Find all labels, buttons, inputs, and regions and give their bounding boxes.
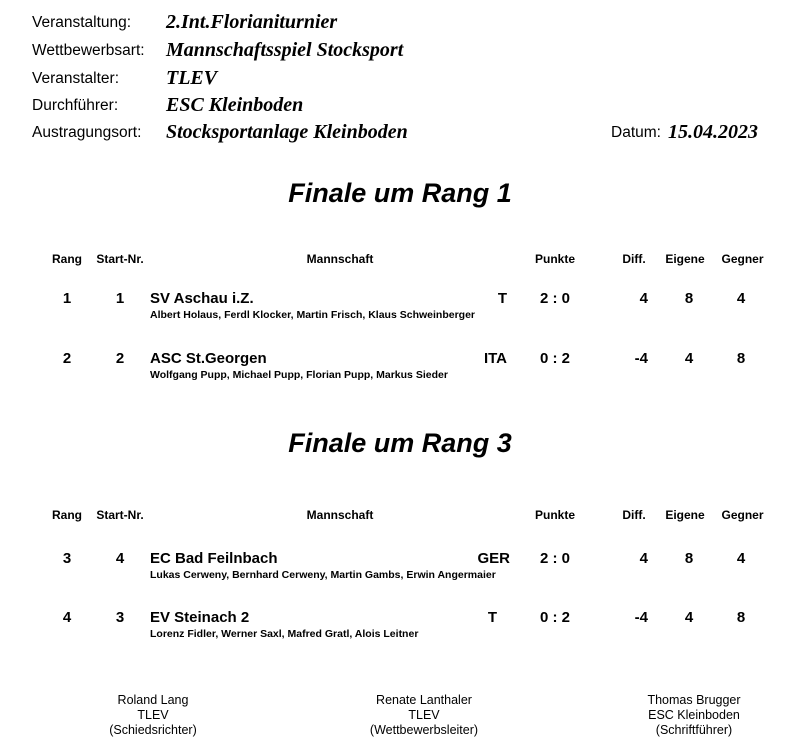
section-title: Finale um Rang 3 — [288, 428, 512, 458]
gegner-cell: 4 — [736, 290, 746, 307]
col-gegner-header: Gegner — [721, 252, 764, 266]
col-rang-header: Rang — [52, 508, 82, 522]
nation-code: ITA — [483, 350, 507, 367]
signature-org: ESC Kleinboden — [648, 708, 740, 722]
col-start-header: Start-Nr. — [96, 508, 144, 522]
organizer-label: Veranstalter: — [32, 70, 120, 87]
venue-label: Austragungsort: — [32, 124, 142, 141]
col-team-header: Mannschaft — [306, 508, 374, 522]
col-team-header: Mannschaft — [306, 252, 374, 266]
team-name: SV Aschau i.Z. — [150, 290, 254, 307]
eigene-cell: 8 — [684, 290, 694, 307]
eigene-cell: 8 — [684, 550, 694, 567]
signature-role: (Schriftführer) — [655, 723, 733, 737]
signature-name: Renate Lanthaler — [376, 693, 472, 707]
players-list: Wolfgang Pupp, Michael Pupp, Florian Pupp, Markus Sieder — [150, 369, 448, 381]
event-value: 2.Int.Florianiturnier — [166, 11, 338, 33]
gegner-cell: 8 — [736, 609, 746, 626]
diff-cell: 4 — [639, 290, 648, 307]
signature-name: Thomas Brugger — [647, 693, 741, 707]
team-name: EC Bad Feilnbach — [150, 550, 278, 567]
rang-cell: 1 — [62, 290, 72, 307]
col-eigene-header: Eigene — [665, 252, 705, 266]
col-punkte-header: Punkte — [534, 252, 575, 266]
punkte-cell: 0 : 2 — [539, 609, 570, 626]
signature-role: (Wettbewerbsleiter) — [369, 723, 479, 737]
signature-role: (Schiedsrichter) — [109, 723, 197, 737]
competition-type-label: Wettbewerbsart: — [32, 42, 145, 59]
date-value: 15.04.2023 — [668, 121, 758, 143]
signature-name: Roland Lang — [117, 693, 189, 707]
eigene-cell: 4 — [684, 609, 694, 626]
rang-cell: 4 — [62, 609, 72, 626]
diff-cell: -4 — [634, 350, 648, 367]
col-diff-header: Diff. — [622, 508, 646, 522]
col-diff-header: Diff. — [622, 252, 646, 266]
competition-type-value: Mannschaftsspiel Stocksport — [166, 39, 404, 61]
punkte-cell: 2 : 0 — [539, 290, 570, 307]
event-label: Veranstaltung: — [32, 14, 132, 31]
signature-referee — [63, 693, 243, 738]
venue-value: Stocksportanlage Kleinboden — [166, 121, 408, 143]
signature-recorder — [604, 693, 784, 738]
diff-cell: 4 — [639, 550, 648, 567]
signature-competition-lead — [334, 693, 514, 738]
nation-code: T — [487, 609, 497, 626]
punkte-cell: 0 : 2 — [539, 350, 570, 367]
rang-cell: 3 — [62, 550, 72, 567]
team-name: EV Steinach 2 — [150, 609, 250, 626]
col-rang-header: Rang — [52, 252, 82, 266]
players-list: Lukas Cerweny, Bernhard Cerweny, Martin Gambs, Erwin Angermaier — [150, 569, 496, 581]
start-cell: 3 — [115, 609, 125, 626]
signature-org: TLEV — [137, 708, 169, 722]
signature-org: TLEV — [408, 708, 440, 722]
gegner-cell: 8 — [736, 350, 746, 367]
col-punkte-header: Punkte — [534, 508, 575, 522]
gegner-cell: 4 — [736, 550, 746, 567]
start-cell: 1 — [115, 290, 125, 307]
nation-code: GER — [477, 550, 510, 567]
start-cell: 2 — [115, 350, 125, 367]
eigene-cell: 4 — [684, 350, 694, 367]
punkte-cell: 2 : 0 — [539, 550, 570, 567]
team-name: ASC St.Georgen — [150, 350, 267, 367]
col-eigene-header: Eigene — [665, 508, 705, 522]
nation-code: T — [497, 290, 507, 307]
date-label: Datum: — [611, 124, 661, 141]
col-start-header: Start-Nr. — [96, 252, 144, 266]
players-list: Lorenz Fidler, Werner Saxl, Mafred Gratl, Alois Leitner — [150, 628, 419, 640]
col-gegner-header: Gegner — [721, 508, 764, 522]
diff-cell: -4 — [634, 609, 648, 626]
host-label: Durchführer: — [32, 97, 119, 114]
organizer-value: TLEV — [166, 67, 218, 89]
start-cell: 4 — [115, 550, 125, 567]
rang-cell: 2 — [62, 350, 72, 367]
host-value: ESC Kleinboden — [166, 94, 304, 116]
players-list: Albert Holaus, Ferdl Klocker, Martin Frisch, Klaus Schweinberger — [150, 309, 476, 321]
section-title: Finale um Rang 1 — [288, 178, 512, 208]
